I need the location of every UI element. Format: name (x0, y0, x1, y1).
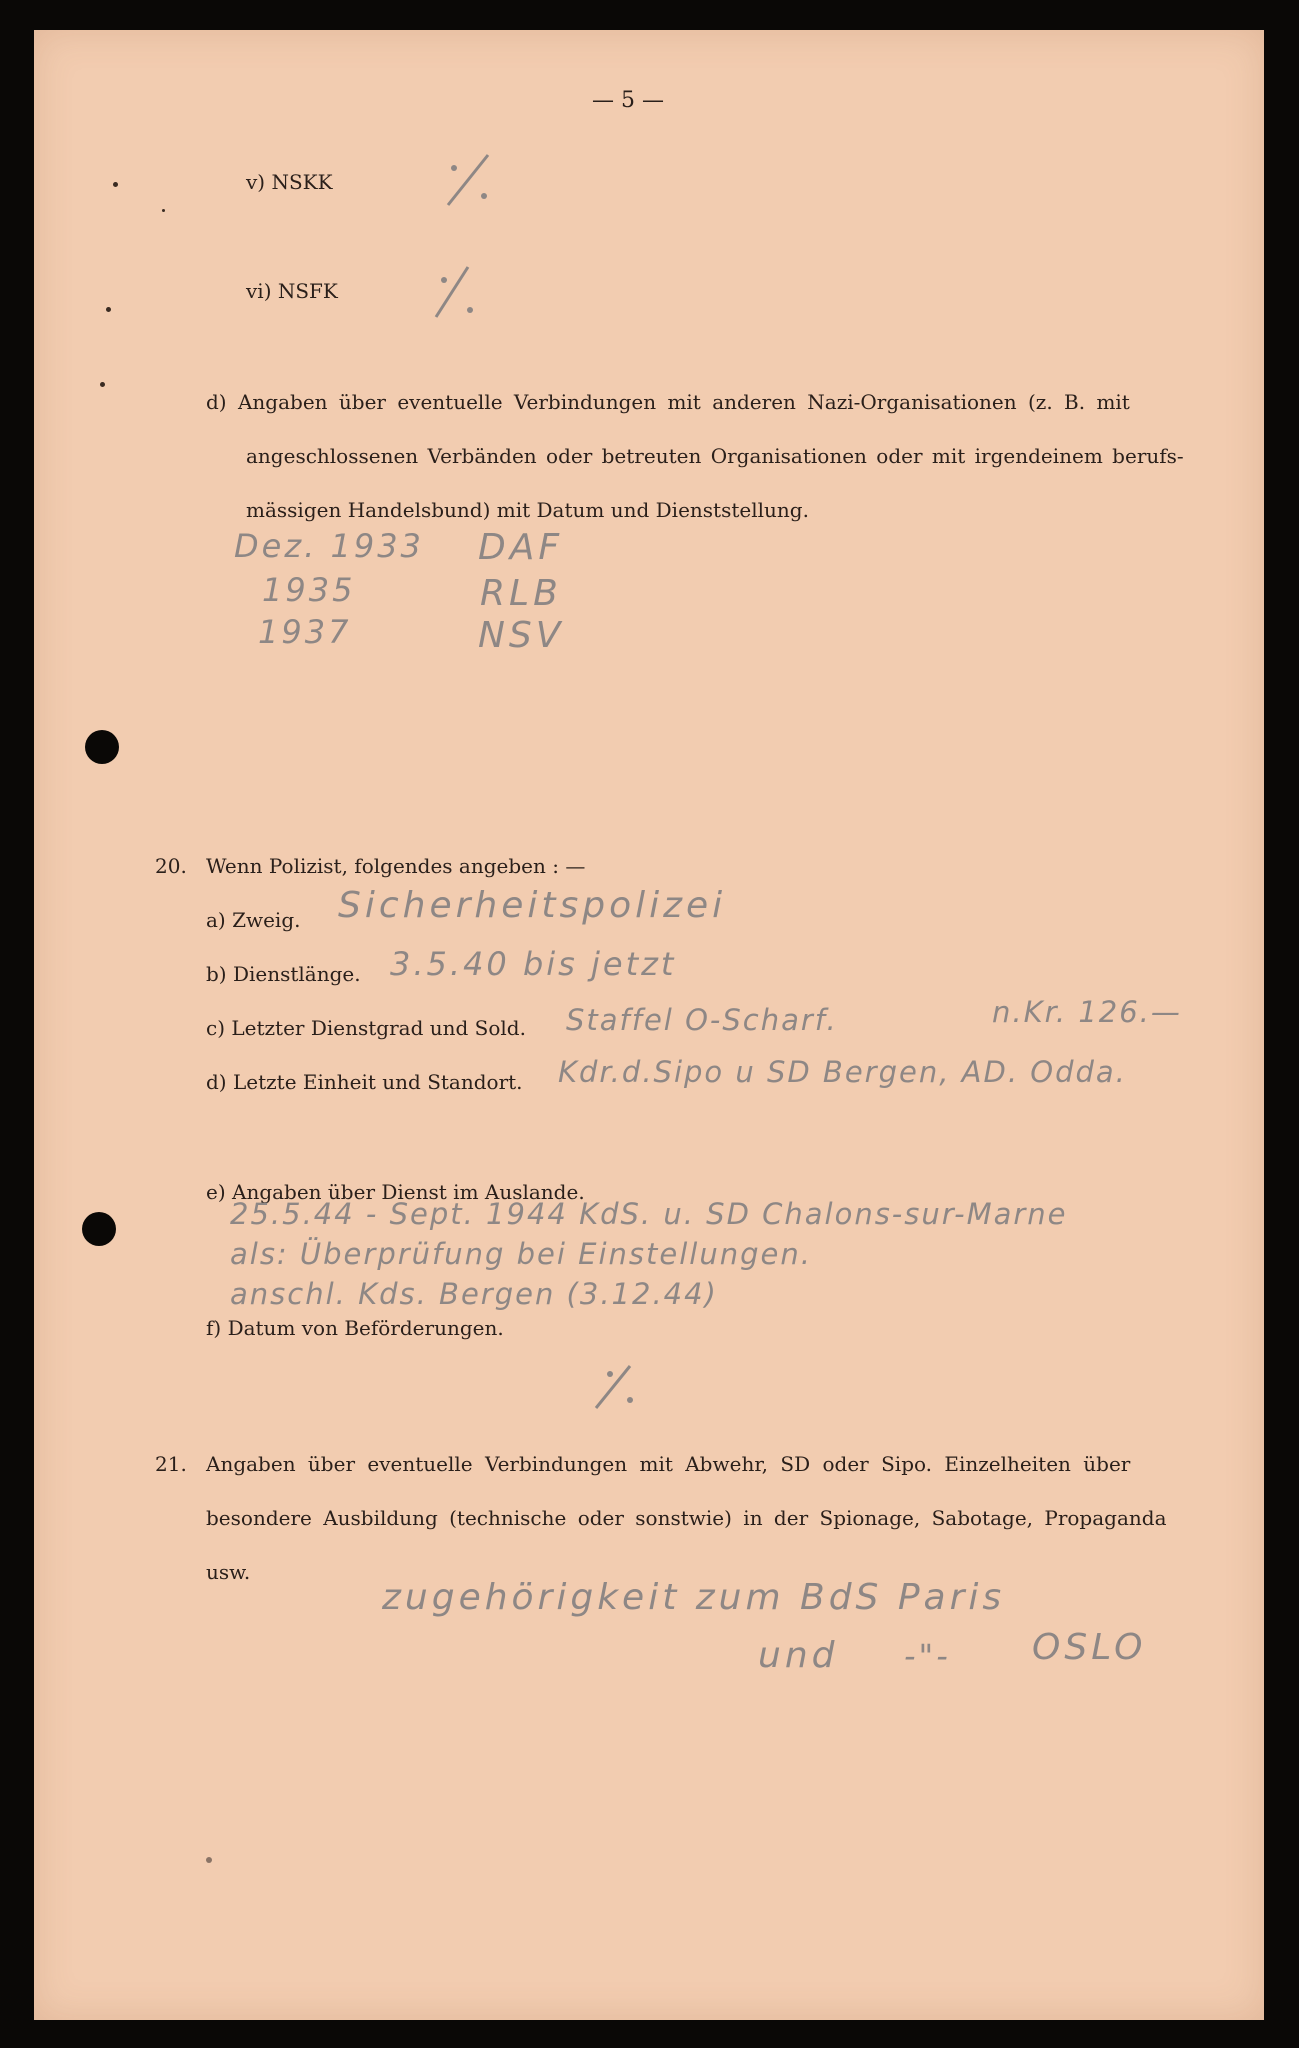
q20-c-label: c) Letzter Dienstgrad und Sold. (206, 1016, 526, 1040)
paper-speck (100, 382, 105, 387)
q21-answer-and: und (758, 1635, 839, 1676)
q20-e-label: e) Angaben über Dienst im Auslande. (206, 1180, 585, 1204)
q20-e-answer-line3: anschl. Kds. Bergen (3.12.44) (230, 1277, 718, 1311)
q20-d-answer: Kdr.d.Sipo u SD Bergen, AD. Odda. (558, 1055, 1127, 1089)
punch-hole-bottom (82, 1212, 116, 1246)
q21-line1: Angaben über eventuelle Verbindungen mit Abwehr, SD oder Sipo. Einzelheiten über (206, 1452, 1131, 1476)
d-entry-date-2: 1935 (262, 571, 356, 609)
item-vi-nsfk: vi) NSFK (246, 279, 338, 303)
paper-speck (106, 307, 111, 312)
page-number: — 5 — (592, 88, 664, 113)
d-entry-date-1: Dez. 1933 (234, 527, 424, 565)
q20-b-label: b) Dienstlänge. (206, 962, 361, 986)
slash-mark-nskk (440, 150, 500, 210)
q20-a-label: a) Zweig. (206, 908, 301, 932)
item-d-line3: mässigen Handelsbund) mit Datum und Dienststellung. (246, 498, 809, 522)
q20-e-answer-line1: 25.5.44 - Sept. 1944 KdS. u. SD Chalons-sur-Marne (230, 1197, 1068, 1231)
punch-hole-top (85, 730, 119, 764)
q20-number: 20. (155, 854, 187, 878)
q21-answer-oslo: OSLO (1032, 1627, 1147, 1668)
q21-answer-line1: zugehörigkeit zum BdS Paris (382, 1577, 1006, 1618)
q20-c-answer-pay: n.Kr. 126.— (992, 995, 1182, 1029)
q20-d-label: d) Letzte Einheit und Standort. (206, 1070, 523, 1094)
d-entry-org-1: DAF (478, 527, 564, 568)
q21-answer-ditto: -"- (904, 1637, 951, 1675)
q21-number: 21. (155, 1452, 187, 1476)
slash-mark-promotions (590, 1362, 650, 1412)
item-v-nskk: v) NSKK (246, 170, 333, 194)
slash-mark-nsfk (428, 262, 488, 322)
d-entry-date-3: 1937 (258, 613, 352, 651)
paper-speck (206, 1857, 212, 1863)
q20-f-label: f) Datum von Beförderungen. (206, 1316, 504, 1340)
q20-a-answer: Sicherheitspolizei (338, 885, 727, 926)
q20-b-answer: 3.5.40 bis jetzt (390, 945, 677, 983)
q20-title: Wenn Polizist, folgendes angeben : — (206, 854, 586, 878)
paper-speck (162, 209, 165, 212)
q20-c-answer: Staffel O-Scharf. (566, 1003, 838, 1037)
item-d-line1: d) Angaben über eventuelle Verbindungen mit anderen Nazi-Organisationen (z. B. mit (206, 390, 1130, 414)
d-entry-org-3: NSV (478, 615, 565, 656)
paper-speck (113, 182, 118, 187)
q20-e-answer-line2: als: Überprüfung bei Einstellungen. (230, 1237, 812, 1271)
d-entry-org-2: RLB (480, 573, 562, 614)
item-d-line2: angeschlossenen Verbänden oder betreuten Organisationen oder mit irgendeinem berufs- (246, 444, 1184, 468)
q21-line3: usw. (206, 1560, 251, 1584)
q21-line2: besondere Ausbildung (technische oder sonstwie) in der Spionage, Sabotage, Propaganda (206, 1506, 1167, 1530)
